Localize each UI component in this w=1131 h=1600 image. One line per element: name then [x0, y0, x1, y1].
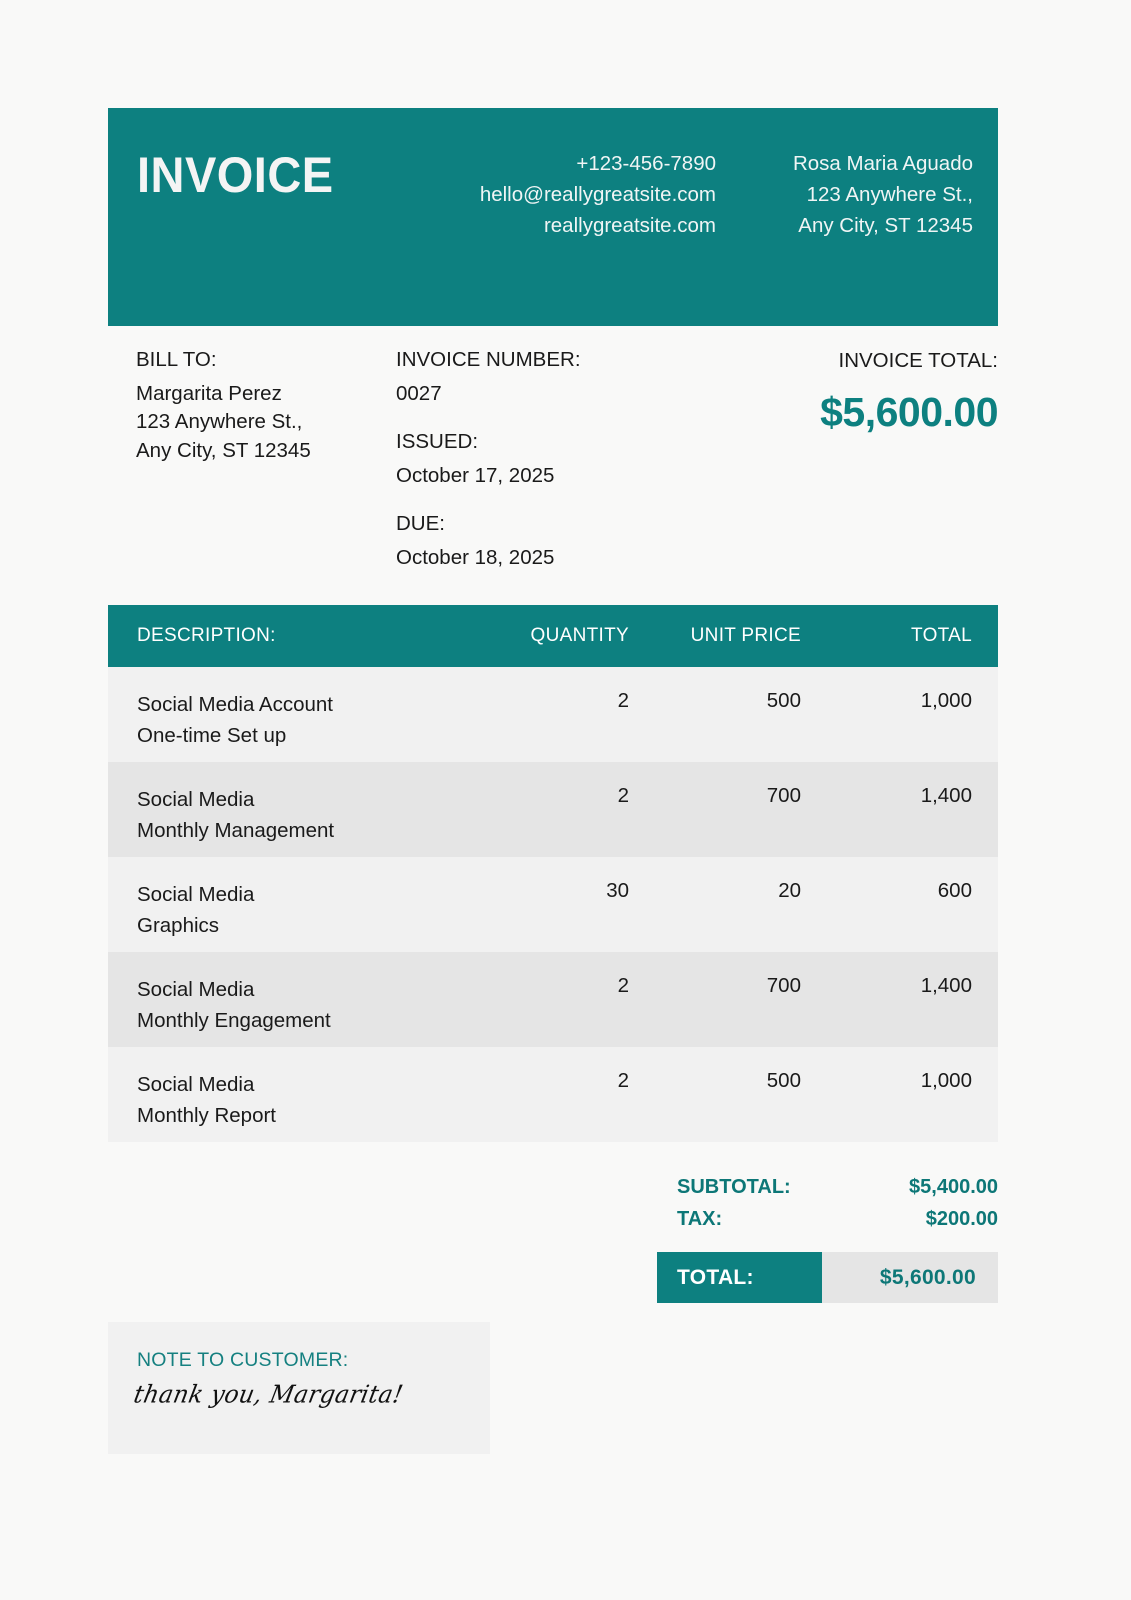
table-row — [108, 952, 998, 1047]
row-quantity: 2 — [617, 689, 629, 712]
column-header-quantity: QUANTITY — [530, 625, 629, 646]
row-total: 1,000 — [920, 689, 972, 712]
row-description-line1: Social Media — [137, 1073, 255, 1096]
table-row — [108, 857, 998, 952]
row-description-line2: Monthly Management — [137, 819, 335, 842]
invoice-total-label: INVOICE TOTAL: — [838, 349, 998, 372]
column-header-description: DESCRIPTION: — [137, 625, 276, 646]
table-header-row — [108, 605, 998, 667]
issued-date-group — [396, 428, 581, 490]
line-items-table — [108, 605, 998, 1142]
invoice-number-label: INVOICE NUMBER: — [396, 348, 581, 371]
row-description-line2: Monthly Engagement — [137, 1009, 331, 1032]
contact-email: hello@reallygreatsite.com — [479, 183, 716, 206]
table-row — [108, 667, 998, 762]
row-total: 1,000 — [920, 1069, 972, 1092]
row-total: 1,400 — [920, 784, 972, 807]
bill-to-block — [136, 346, 311, 465]
row-total: 1,400 — [920, 974, 972, 997]
page-title: INVOICE — [137, 147, 334, 203]
row-unit-price: 20 — [778, 879, 801, 902]
row-quantity: 2 — [617, 974, 629, 997]
tax-line — [657, 1208, 998, 1240]
invoice-number-value: 0027 — [396, 381, 442, 405]
row-description-line2: Graphics — [137, 914, 220, 937]
grand-total-value: $5,600.00 — [879, 1266, 976, 1289]
note-to-customer-box — [108, 1322, 490, 1454]
row-description-line2: Monthly Report — [137, 1104, 277, 1127]
row-quantity: 2 — [617, 784, 629, 807]
sender-city: Any City, ST 12345 — [798, 214, 973, 237]
tax-label: TAX: — [677, 1208, 723, 1230]
subtotal-line — [657, 1176, 998, 1208]
row-total: 600 — [937, 879, 972, 902]
row-unit-price: 700 — [766, 784, 801, 807]
row-unit-price: 500 — [766, 1069, 801, 1092]
row-description-line1: Social Media Account — [137, 693, 334, 716]
row-description — [137, 1069, 276, 1131]
row-description — [137, 689, 333, 751]
row-description — [137, 879, 254, 941]
due-date-group — [396, 510, 581, 572]
header-address-column — [793, 148, 973, 241]
invoice-total-amount: $5,600.00 — [820, 389, 998, 435]
row-quantity: 30 — [606, 879, 629, 902]
table-row — [108, 762, 998, 857]
row-unit-price: 500 — [766, 689, 801, 712]
tax-value: $200.00 — [925, 1208, 998, 1230]
contact-phone: +123-456-7890 — [576, 152, 716, 175]
column-header-total: TOTAL — [911, 625, 972, 646]
issued-label: ISSUED: — [396, 430, 479, 453]
column-header-unit-price: UNIT PRICE — [690, 625, 801, 646]
row-description — [137, 974, 331, 1036]
row-description-line2: One-time Set up — [137, 724, 287, 747]
bill-to-label: BILL TO: — [136, 348, 217, 371]
totals-block — [657, 1176, 998, 1289]
sender-name: Rosa Maria Aguado — [792, 152, 973, 175]
due-label: DUE: — [396, 512, 445, 535]
bill-to-name: Margarita Perez — [136, 381, 282, 405]
row-description-line1: Social Media — [137, 883, 255, 906]
invoice-number-group — [396, 346, 581, 408]
header-contact-column — [480, 148, 716, 241]
invoice-meta-block — [396, 346, 581, 572]
subtotal-label: SUBTOTAL: — [677, 1176, 791, 1198]
row-unit-price: 700 — [766, 974, 801, 997]
due-value: October 18, 2025 — [396, 545, 555, 569]
table-row — [108, 1047, 998, 1142]
grand-total-bar — [657, 1252, 998, 1303]
contact-website: reallygreatsite.com — [543, 214, 716, 237]
row-description-line1: Social Media — [137, 788, 255, 811]
bill-to-city: Any City, ST 12345 — [136, 438, 311, 462]
issued-value: October 17, 2025 — [396, 463, 555, 487]
sender-street: 123 Anywhere St., — [806, 183, 973, 206]
note-to-customer-message: thank you, Margarita! — [131, 1380, 406, 1409]
grand-total-label: TOTAL: — [677, 1266, 754, 1289]
invoice-total-block — [820, 348, 998, 433]
invoice-header-band — [108, 108, 998, 326]
row-description-line1: Social Media — [137, 978, 255, 1001]
row-description — [137, 784, 334, 846]
bill-to-street: 123 Anywhere St., — [136, 410, 303, 433]
row-quantity: 2 — [617, 1069, 629, 1092]
note-to-customer-label: NOTE TO CUSTOMER: — [137, 1349, 349, 1371]
subtotal-value: $5,400.00 — [909, 1176, 998, 1198]
